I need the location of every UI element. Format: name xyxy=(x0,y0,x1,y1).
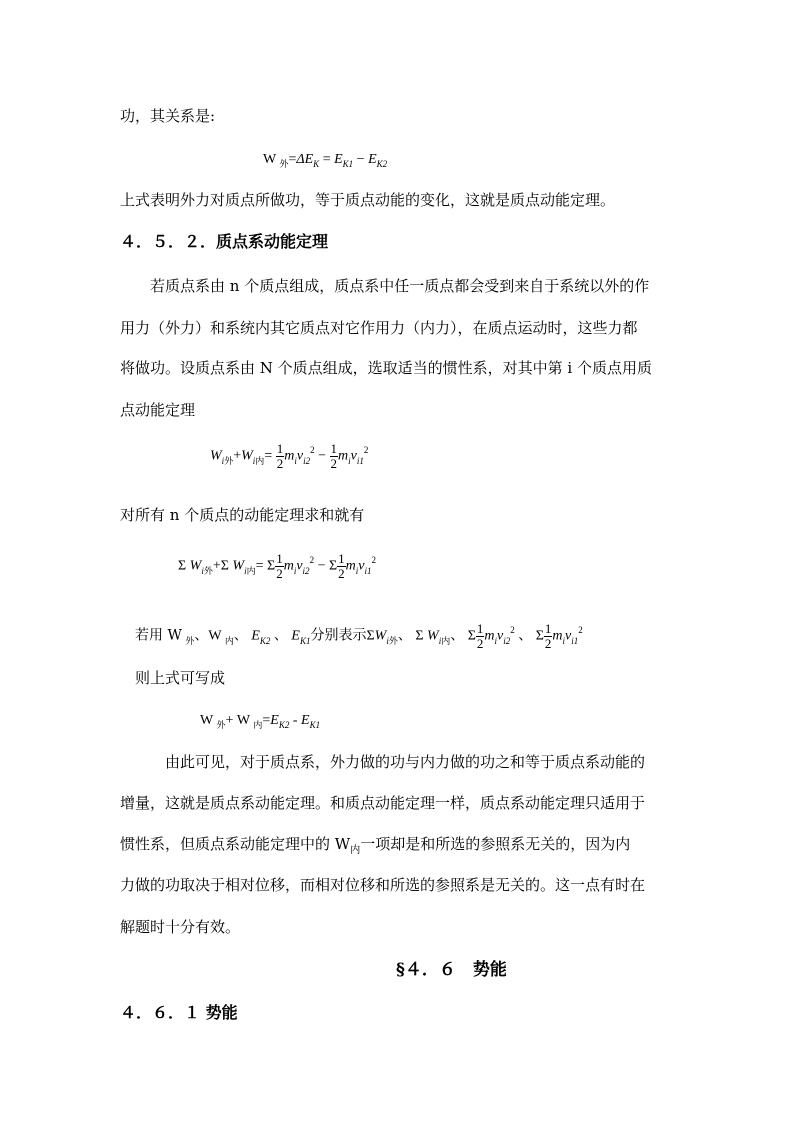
paragraph-4-line-c: 惯性系，但质点系动能定理中的 $W_内$一项却是和所选的参照系无关的，因为内 xyxy=(120,835,631,856)
paragraph-4-line-b: 增量，这就是质点系动能定理。和质点动能定理一样，质点系动能定理只适用于 xyxy=(120,794,646,812)
formula-particle-energy: $W_{i外}+W_{i内}=$ $\frac{1}{2}$ $m_iv_{i2}^2$ − $\frac{1}{2}$ $m_iv_{i1}^2$ xyxy=(210,441,369,471)
text-line-1: 功，其关系是: xyxy=(120,107,216,125)
paragraph-4-line-d: 力做的功取决于相对位移，而相对位移和所选的参照系是无关的。这一点有时在 xyxy=(120,876,646,894)
paragraph-1-line-c: 将做功。设质点系由 N 个质点组成，选取适当的惯性系，对其中第 i 个质点用质 xyxy=(120,359,652,377)
text-line-sum-intro: 对所有 n 个质点的动能定理求和就有 xyxy=(120,506,365,524)
paragraph-1-line-a: 若质点系由 n 个质点组成，质点系中任一质点都会受到来自于系统以外的作 xyxy=(150,277,650,295)
paragraph-1-line-d: 点动能定理 xyxy=(120,401,196,419)
text-line-notation: 若用 W $_外$、W $_内$、 $E_{K2}$ 、 $E_{K1}$分别表示$\Sigma W_{i外}$、 Σ $W_{i内}$、 Σ $\frac{1}{2}$ $m_iv_{i2}^2$ 、 Σ $\frac{1}{2}$ $m_iv_{i1}^2$ xyxy=(135,621,583,651)
formula-work-energy: W $_外=\Delta E_K = E_{K1} - E_{K2}$ xyxy=(263,152,388,169)
text-line-rewrite: 则上式可写成 xyxy=(135,669,226,687)
formula-system-sum: Σ $W_{i外}+\Sigma$ $W_{i内}= \Sigma$ $\frac{1}{2}$ $m_iv_{i2}^2 - \Sigma$ $\frac{1}{2}$ $m_iv_{i1}^2$ xyxy=(178,551,376,581)
heading-4-6-1: ４．６．１ 势能 xyxy=(120,1003,238,1022)
paragraph-4-line-a: 由此可见，对于质点系，外力做的功与内力做的功之和等于质点系动能的 xyxy=(165,753,646,771)
text-line-2: 上式表明外力对质点所做功，等于质点动能的变化，这就是质点动能定理。 xyxy=(120,191,616,209)
paragraph-1-line-b: 用力（外力）和系统内其它质点对它作用力（内力），在质点运动时，这些力都 xyxy=(120,319,638,337)
paragraph-4-line-e: 解题时十分有效。 xyxy=(120,918,241,936)
formula-system-theorem: W $_外$+ W $_内=E_{K2} - E_{K1}$ xyxy=(200,713,321,730)
section-4-6-title: §４．６ 势能 xyxy=(396,960,507,980)
heading-4-5-2: ４．５．２．质点系动能定理 xyxy=(120,232,329,251)
